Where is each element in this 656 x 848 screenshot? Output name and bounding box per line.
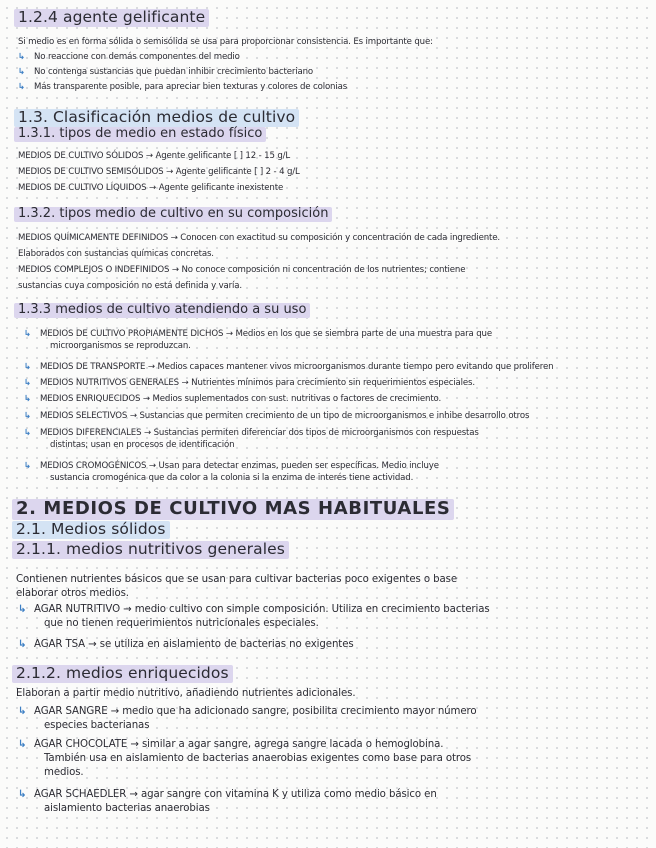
arrow-bullet-icon: ↳ bbox=[18, 739, 27, 750]
subsection-heading-uso: 1.3.3 medios de cultivo atendiendo a su uso bbox=[14, 302, 310, 318]
arrow-bullet-icon: ↳ bbox=[24, 461, 32, 471]
estado-line: MEDIOS DE CULTIVO SEMISÓLIDOS → Agente gelificante [ ] 2 - 4 g/L bbox=[18, 167, 300, 177]
section-heading-agente: 1.2.4 agente gelificante bbox=[14, 8, 209, 27]
arrow-bullet-icon: ↳ bbox=[24, 362, 32, 372]
arrow-bullet-icon: ↳ bbox=[24, 329, 32, 339]
enriquecidos-item: ↳ AGAR SCHAEDLER → agar sangre con vitamina K y utiliza como medio básico en aislamiento bacterias anaerobias bbox=[18, 789, 437, 814]
arrow-bullet-icon: ↳ bbox=[18, 67, 26, 77]
arrow-bullet-icon: ↳ bbox=[18, 604, 27, 615]
subsection-heading-nutritivos: 2.1.1. medios nutritivos generales bbox=[12, 540, 289, 559]
arrow-bullet-icon: ↳ bbox=[18, 52, 26, 62]
arrow-bullet-icon: ↳ bbox=[18, 706, 27, 717]
enriquecidos-item: ↳ AGAR SANGRE → medio que ha adicionado sangre, posibilita crecimiento mayor número especies bacterianas bbox=[18, 706, 477, 731]
subsection-heading-estado-fisico: 1.3.1. tipos de medio en estado físico bbox=[14, 126, 266, 142]
estado-line: MEDIOS DE CULTIVO SÓLIDOS → Agente gelificante [ ] 12 - 15 g/L bbox=[18, 151, 291, 161]
uso-item: ↳ MEDIOS DIFERENCIALES → Sustancias permiten diferenciar dos tipos de microorganismos con respuestas distintas; usan en procesos de identificación bbox=[24, 428, 479, 450]
uso-item: ↳ MEDIOS ENRIQUECIDOS → Medios suplementados con sust. nutritivas o factores de crecimiento. bbox=[24, 394, 442, 404]
enriquecidos-intro: Elaboran a partir medio nutritivo, añadiendo nutrientes adicionales. bbox=[16, 688, 356, 699]
nutritivos-intro: Contienen nutrientes básicos que se usan para cultivar bacterias poco exigentes o base elaborar otros medios. bbox=[16, 574, 457, 599]
uso-item: ↳ MEDIOS NUTRITIVOS GENERALES → Nutrientes mínimos para crecimiento sin requerimientos especiales. bbox=[24, 378, 475, 388]
uso-item: ↳ MEDIOS SELECTIVOS → Sustancias que permiten crecimiento de un tipo de microorganismos e inhibe desarrollo otros bbox=[24, 411, 530, 421]
subsection-heading-solidos: 2.1. Medios sólidos bbox=[12, 520, 170, 539]
arrow-bullet-icon: ↳ bbox=[18, 789, 27, 800]
composicion-line: Elaborados con sustancias químicas concretas. bbox=[18, 249, 214, 259]
uso-item: ↳ MEDIOS CROMOGÉNICOS → Usan para detectar enzimas, pueden ser específicas. Medio incluye sustancia cromogénica que da color a la colonia si la enzima de interés tiene actividad. bbox=[24, 461, 439, 483]
section-heading-clasificacion: 1.3. Clasificación medios de cultivo bbox=[14, 108, 299, 127]
nutritivos-item: ↳ AGAR NUTRITIVO → medio cultivo con simple composición. Utiliza en crecimiento bacterias que no tienen requerimientos nutricionales especiales. bbox=[18, 604, 490, 629]
agente-bullet: ↳ Más transparente posible, para apreciar bien texturas y colores de colonias bbox=[18, 82, 348, 92]
estado-line: MEDIOS DE CULTIVO LÍQUIDOS → Agente gelificante inexistente bbox=[18, 183, 284, 193]
section-heading-habituales: 2. MEDIOS DE CULTIVO MAS HABITUALES bbox=[12, 498, 454, 520]
agente-bullet: ↳ No reaccione con demás componentes del medio bbox=[18, 52, 240, 62]
agente-bullet: ↳ No contenga sustancias que puedan inhibir crecimiento bacteriano bbox=[18, 67, 313, 77]
composicion-line: MEDIOS QUÍMICAMENTE DEFINIDOS → Conocen con exactitud su composición y concentración de cada ingrediente. bbox=[18, 233, 500, 243]
nutritivos-item: ↳ AGAR TSA → se utiliza en aislamiento de bacterias no exigentes bbox=[18, 639, 354, 650]
composicion-line: MEDIOS COMPLEJOS O INDEFINIDOS → No conoce composición ni concentración de los nutrientes; contiene bbox=[18, 265, 466, 275]
uso-item: ↳ MEDIOS DE TRANSPORTE → Medios capaces mantener vivos microorganismos durante tiempo pero evitando que proliferen bbox=[24, 362, 554, 372]
uso-item: ↳ MEDIOS DE CULTIVO PROPIAMENTE DICHOS → Medios en los que se siembra parte de una muestra para que microorganismos se reproduzcan. bbox=[24, 329, 492, 351]
arrow-bullet-icon: ↳ bbox=[24, 394, 32, 404]
subsection-heading-composicion: 1.3.2. tipos medio de cultivo en su composición bbox=[14, 206, 332, 222]
composicion-line: sustancias cuya composición no está definida y varía. bbox=[18, 281, 242, 291]
arrow-bullet-icon: ↳ bbox=[24, 428, 32, 438]
agente-intro: Si medio es en forma sólida o semisólida se usa para proporcionar consistencia. Es importante que: bbox=[18, 37, 433, 47]
arrow-bullet-icon: ↳ bbox=[24, 411, 32, 421]
arrow-bullet-icon: ↳ bbox=[18, 82, 26, 92]
arrow-bullet-icon: ↳ bbox=[18, 639, 27, 650]
enriquecidos-item: ↳ AGAR CHOCOLATE → similar a agar sangre, agrega sangre lacada o hemoglobina. También usa en aislamiento de bacterias anaerobias exigentes como base para otros medios. bbox=[18, 739, 472, 778]
subsection-heading-enriquecidos: 2.1.2. medios enriquecidos bbox=[12, 664, 233, 683]
arrow-bullet-icon: ↳ bbox=[24, 378, 32, 388]
